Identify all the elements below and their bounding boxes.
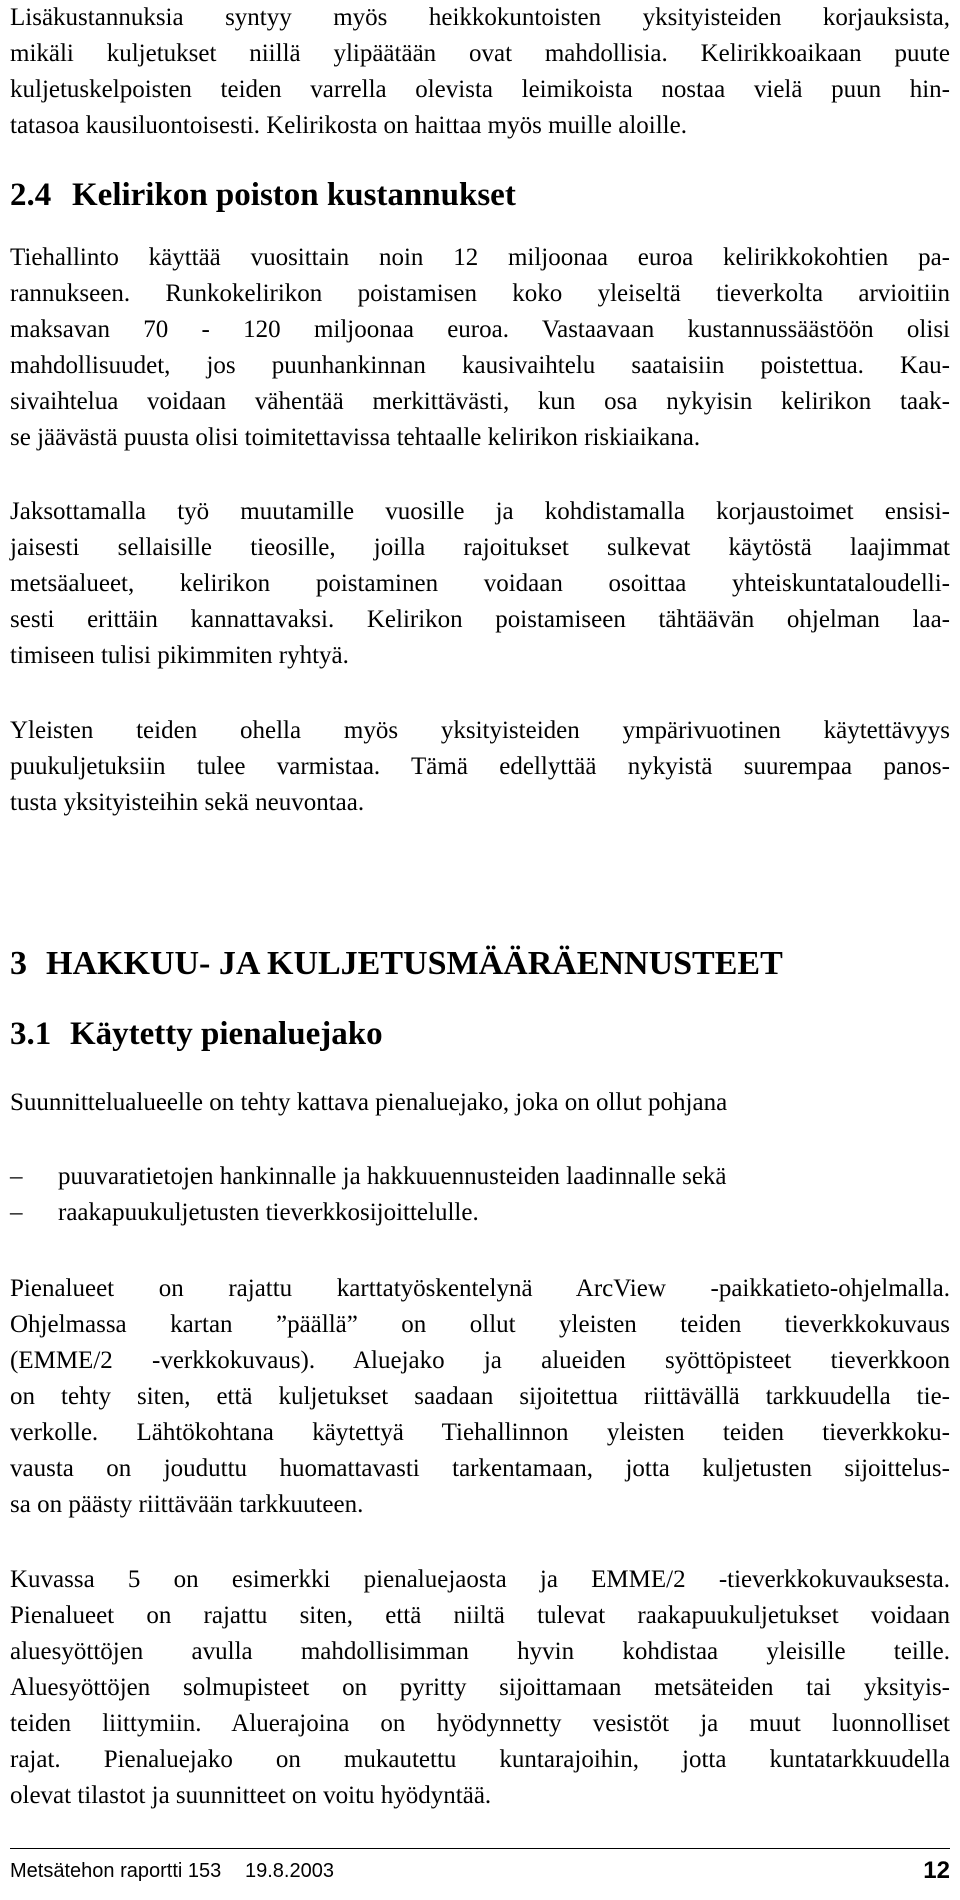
text-line: se jäävästä puusta olisi toimitettavissa tehtaalle kelirikon riskiaikana. (10, 424, 701, 451)
dash-bullet-icon: – (10, 1163, 23, 1190)
list-item (10, 1159, 950, 1195)
text-line: Pienalueet on rajattu siten, että niiltä tulevat raakapuukuljetukset voidaan (10, 1602, 950, 1629)
text-line: Ohjelmassa kartan ”päällä” on ollut yleisten teiden tieverkkokuvaus (10, 1311, 950, 1338)
section-heading-2-4 (10, 175, 950, 215)
text-line: jaisesti sellaisille tieosille, joilla rajoitukset sulkevat käytöstä laajimmat (10, 534, 950, 561)
footer-report-name: Metsätehon raportti 153 (10, 1860, 222, 1882)
text-line: sesti erittäin kannattavaksi. Kelirikon poistamiseen tähtäävän ohjelman laa- (10, 606, 950, 633)
footer-date: 19.8.2003 (245, 1860, 334, 1882)
text-line: verkolle. Lähtökohtana käytettyä Tiehallinnon yleisten teiden tieverkkoku- (10, 1419, 950, 1446)
list-item (10, 1195, 950, 1231)
text-line: Kuvassa 5 on esimerkki pienaluejaosta ja EMME/2 -tieverkkokuvauksesta. (10, 1566, 950, 1593)
section-heading-3-1 (10, 1014, 950, 1054)
text-line: Jaksottamalla työ muutamille vuosille ja kohdistamalla korjaustoimet ensisi- (10, 498, 950, 525)
text-line: rannukseen. Runkokelirikon poistamisen koko yleiseltä tieverkolta arvioitiin (10, 280, 950, 307)
footer-rule (10, 1848, 950, 1849)
text-line: rajat. Pienaluejako on mukautettu kuntarajoihin, jotta kuntatarkkuudella (10, 1746, 950, 1773)
paragraph (10, 1562, 950, 1814)
paragraph (10, 240, 950, 456)
text-line: vausta on jouduttu huomattavasti tarkentamaan, jotta kuljetusten sijoittelus- (10, 1455, 950, 1482)
text-line: maksavan 70 - 120 miljoonaa euroa. Vastaavaan kustannussäästöön olisi (10, 316, 950, 343)
list-item-text: raakapuukuljetusten tieverkkosijoittelulle. (58, 1199, 479, 1226)
section-number: 3.1 (10, 1016, 52, 1052)
text-line: mahdollisuudet, jos puunhankinnan kausivaihtelu saataisiin poistettua. Kau- (10, 352, 950, 379)
text-line: on tehty siten, että kuljetukset saadaan sijoitettua riittävällä tarkkuudella tie- (10, 1383, 950, 1410)
text-line: olevat tilastot ja suunnitteet on voitu hyödyntää. (10, 1782, 492, 1809)
text-line: (EMME/2 -verkkokuvaus). Aluejako ja alueiden syöttöpisteet tieverkkoon (10, 1347, 950, 1374)
text-line: sivaihtelua voidaan vähentää merkittävästi, kun osa nykyisin kelirikon taak- (10, 388, 950, 415)
section-title: Käytetty pienaluejako (70, 1016, 383, 1052)
text-line: tusta yksityisteihin sekä neuvontaa. (10, 789, 365, 816)
page-number: 12 (923, 1857, 950, 1884)
section-number: 2.4 (10, 177, 52, 213)
lead-paragraph (10, 1085, 950, 1121)
text-line: timiseen tulisi pikimmiten ryhtyä. (10, 642, 349, 669)
paragraph (10, 713, 950, 821)
text-line: puukuljetuksiin tulee varmistaa. Tämä edellyttää nykyistä suurempaa panos- (10, 753, 950, 780)
text-line: Yleisten teiden ohella myös yksityisteiden ympärivuotinen käytettävyys (10, 717, 950, 744)
chapter-title: HAKKUU- JA KULJETUSMÄÄRÄENNUSTEET (46, 945, 783, 982)
intro-paragraph (10, 0, 950, 144)
text-line: Tiehallinto käyttää vuosittain noin 12 miljoonaa euroa kelirikkokohtien pa- (10, 244, 950, 271)
text-line: mikäli kuljetukset niillä ylipäätään ovat mahdollisia. Kelirikkoaikaan puute (10, 40, 950, 67)
text-line: kuljetuskelpoisten teiden varrella olevista leimikoista nostaa vielä puun hin- (10, 76, 950, 103)
paragraph (10, 1271, 950, 1523)
text-line: Lisäkustannuksia syntyy myös heikkokuntoisten yksityisteiden korjauksista, (10, 4, 950, 31)
paragraph (10, 494, 950, 674)
chapter-heading-3 (10, 944, 950, 984)
section-title: Kelirikon poiston kustannukset (72, 177, 516, 213)
dash-bullet-icon: – (10, 1199, 23, 1226)
text-line: metsäalueet, kelirikon poistaminen voidaan osoittaa yhteiskuntataloudelli- (10, 570, 950, 597)
text-line: Aluesyöttöjen solmupisteet on pyritty sijoittamaan metsäteiden tai yksityis- (10, 1674, 950, 1701)
text-line: Pienalueet on rajattu karttatyöskentelynä ArcView -paikkatieto-ohjelmalla. (10, 1275, 950, 1302)
text-line: teiden liittymiin. Aluerajoina on hyödynnetty vesistöt ja muut luonnolliset (10, 1710, 950, 1737)
text-line: aluesyöttöjen avulla mahdollisimman hyvin kohdistaa yleisille teille. (10, 1638, 950, 1665)
list-item-text: puuvaratietojen hankinnalle ja hakkuuennusteiden laadinnalle sekä (58, 1163, 727, 1190)
text-line: Suunnittelualueelle on tehty kattava pienaluejako, joka on ollut pohjana (10, 1089, 728, 1116)
text-line: tatasoa kausiluontoisesti. Kelirikosta on haittaa myös muille aloille. (10, 112, 687, 139)
chapter-number: 3 (10, 945, 27, 982)
text-line: sa on päästy riittävään tarkkuuteen. (10, 1491, 364, 1518)
page-footer (10, 1856, 950, 1886)
